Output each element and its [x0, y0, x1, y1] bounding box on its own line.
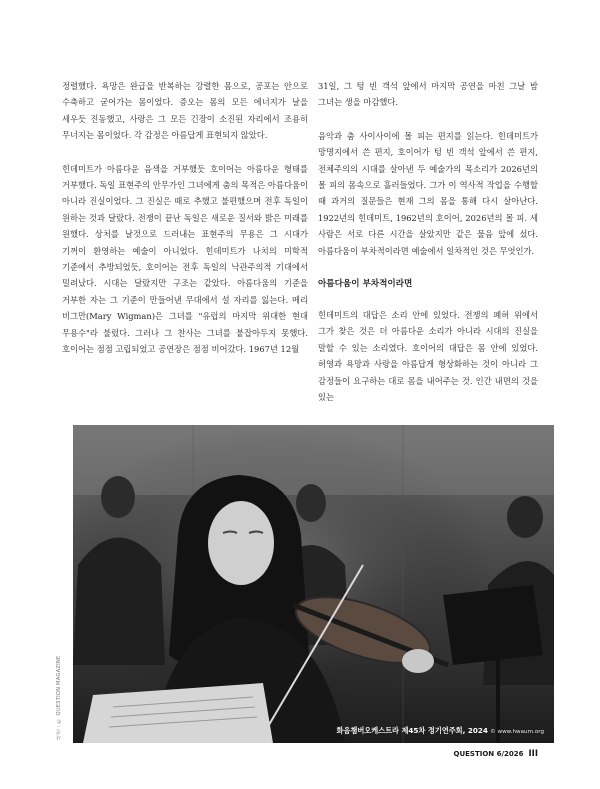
body-paragraph: 31일, 그 텅 빈 객석 앞에서 마지막 공연을 마친 그날 밤 그녀는 생을 마감했다. [318, 81, 538, 108]
body-paragraph: 음악과 춤 사이사이에 몰 피는 편지를 읽는다. 힌데미트가 망명지에서 쓴 편지, 호이어가 텅 빈 객석 앞에서 쓴 편지, 전체주의의 시대를 살아낸 두 예술가의 목소리가 2026년의 몰 피의 몸속으로 흘러들었다. 그가 이 역사적 작업을 수행할 때 과거의 질문들은 현재 그의 몸을 통해 다시 살아난다. 1922년의 힌데미트, 1962년의 호이어, 2026년의 몰 피. 세 사람은 서로 다른 시간을 살았지만 같은 물음 앞에 섰다. 아름다움이 부차적이라면 예술에서 일차적인 것은 무엇인가. [318, 130, 538, 256]
left-column [62, 78, 308, 375]
body-paragraph: 힌데미트가 아름다운 음색을 거부했듯 호이어는 아름다운 형태를 거부했다. 독일 표현주의 안무가인 그녀에게 춤의 목적은 아름다움이 아니라 진실이었다. 그 진실은 때로 추했고 불편했으며 전후 독일이 원하는 것과 달랐다. 전쟁이 끝난 독일은 새로운 질서와 밝은 미래를 원했다. 상처를 날것으로 드러내는 표현주의 무용은 그 시대가 기꺼이 환영하는 예술이 아니었다. 힌데미트가 나치의 미학적 기준에서 추방되었듯, 호이어는 전후 독일의 낙관주의적 기대에서 밀려났다. 시대는 달랐지만 구조는 같았다. 아름다움의 기준을 거부한 자는 그 기준이 만들어낸 무대에서 설 자리를 잃는다. 메리 비그만(Mary Wigman)은 그녀를 "유럽의 마지막 위대한 현대 무용수"라 불렀다. 그러나 그 찬사는 그녀를 붙잡아두지 못했다. 호이어는 점점 고립되었고 공연장은 점점 비어갔다. 1967년 12월 [62, 163, 308, 355]
photo-side-credit: 사진 : © QUESTION MAGAZINE [56, 655, 62, 740]
caption-credit: © www.hwaum.org [490, 729, 544, 735]
photo-caption [337, 726, 545, 736]
violinist-photo-illustration [73, 425, 554, 743]
right-column [318, 78, 538, 423]
page-footer [454, 749, 539, 759]
caption-title: 화음챔버오케스트라 제45차 정기연주회, 2024 [336, 726, 488, 735]
concert-photo [73, 425, 554, 743]
issue-label: QUESTION 6/2026 [453, 750, 524, 758]
body-paragraph: 정렬했다. 욕망은 완급을 반복하는 강렬한 몸으로, 공포는 안으로 수축하고 굳어가는 몸이었다. 증오는 몸의 모든 에너지가 날을 세우듯 진동했고, 사랑은 그 모든 긴장이 소진된 자리에서 조용히 무너지는 몸이었다. 각 감정은 아름답게 표현되지 않았다. [62, 81, 308, 141]
section-heading: 아름다움이 부차적이라면 [318, 279, 413, 290]
body-paragraph: 힌데미트의 대답은 소리 안에 있었다. 전쟁의 폐허 위에서 그가 찾은 것은 더 아름다운 소리가 아니라 시대의 진실을 말할 수 있는 소리였다. 호이어의 대답은 몸 안에 있었다. 허영과 욕망과 사랑을 아름답게 형상화하는 것이 아니라 그 감정들이 요구하는 대로 몸을 내어주는 것. 인간 내면의 것을 있는 [318, 310, 538, 403]
page-marker: III [528, 749, 538, 759]
